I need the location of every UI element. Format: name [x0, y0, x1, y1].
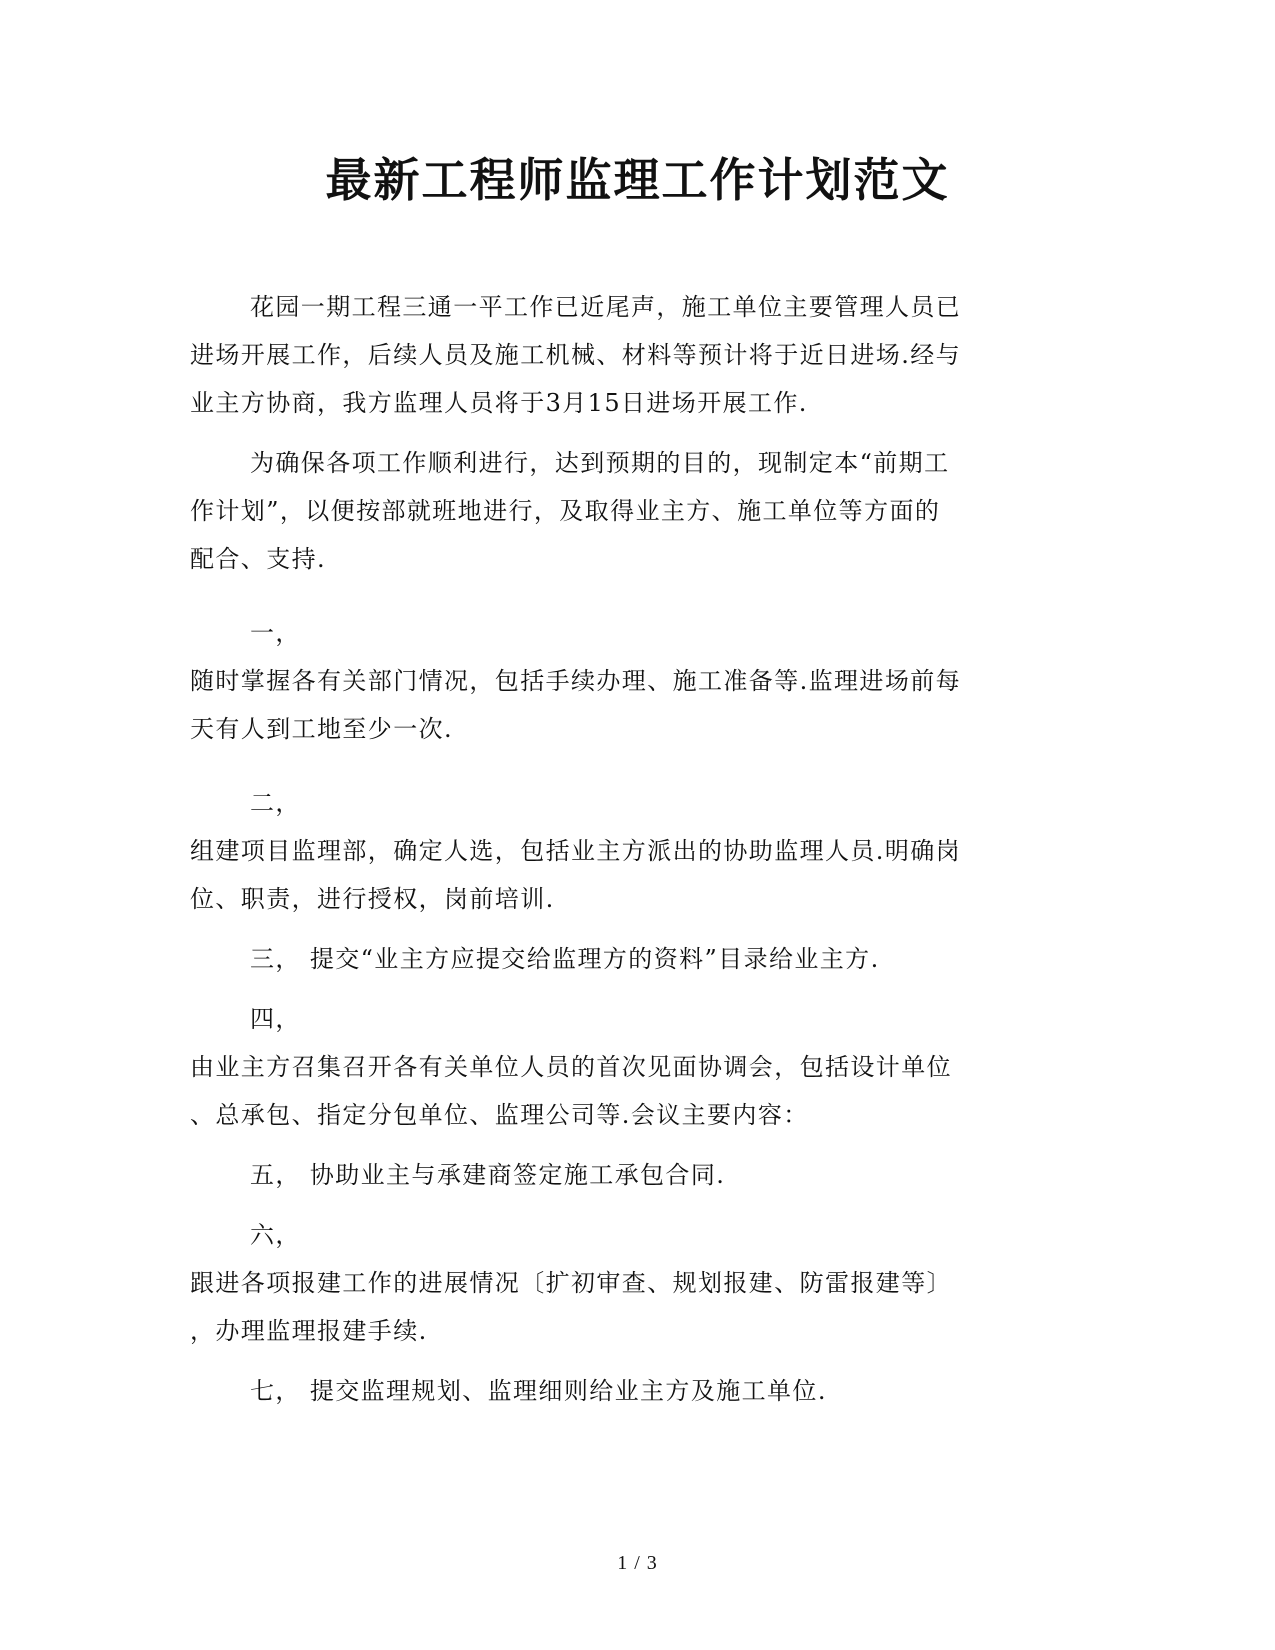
item-2-line-2: 位、职责，进行授权，岗前培训.: [190, 885, 555, 913]
document-body: [190, 283, 1080, 1415]
item-4-line-2: 、总承包、指定分包单位、监理公司等.会议主要内容：: [190, 1101, 809, 1129]
document-title: 最新工程师监理工作计划范文: [325, 153, 950, 207]
item-6-heading: 六，: [250, 1221, 301, 1249]
item-6-line-2: ，办理监理报建手续.: [190, 1317, 428, 1345]
item-4-heading: 四，: [250, 1005, 301, 1033]
item-5: 五， 协助业主与承建商签定施工承包合同.: [250, 1161, 726, 1189]
paragraph-1-line-3: 业主方协商，我方监理人员将于3月15日进场开展工作.: [190, 389, 808, 417]
item-7: 七， 提交监理规划、监理细则给业主方及施工单位.: [250, 1377, 827, 1405]
paragraph-2-line-2: 作计划”，以便按部就班地进行，及取得业主方、施工单位等方面的: [190, 497, 941, 525]
paragraph-2-line-1: 为确保各项工作顺利进行，达到预期的目的，现制定本“前期工: [250, 449, 950, 477]
item-4-line-1: 由业主方召集召开各有关单位人员的首次见面协调会，包括设计单位: [190, 1053, 952, 1081]
item-1-line-2: 天有人到工地至少一次.: [190, 715, 454, 743]
item-3: 三， 提交“业主方应提交给监理方的资料”目录给业主方.: [250, 945, 880, 973]
page-number: 1 / 3: [617, 1552, 658, 1574]
item-1-heading: 一，: [250, 619, 301, 647]
paragraph-1-line-2: 进场开展工作，后续人员及施工机械、材料等预计将于近日进场.经与: [190, 341, 962, 369]
paragraph-2-line-3: 配合、支持.: [190, 545, 327, 573]
item-2-heading: 二，: [250, 789, 301, 817]
item-1-line-1: 随时掌握各有关部门情况，包括手续办理、施工准备等.监理进场前每: [190, 667, 962, 695]
item-2-line-1: 组建项目监理部，确定人选，包括业主方派出的协助监理人员.明确岗: [190, 837, 962, 865]
item-6-line-1: 跟进各项报建工作的进展情况〔扩初审查、规划报建、防雷报建等〕: [190, 1269, 952, 1297]
paragraph-1-line-1: 花园一期工程三通一平工作已近尾声，施工单位主要管理人员已: [250, 293, 962, 321]
